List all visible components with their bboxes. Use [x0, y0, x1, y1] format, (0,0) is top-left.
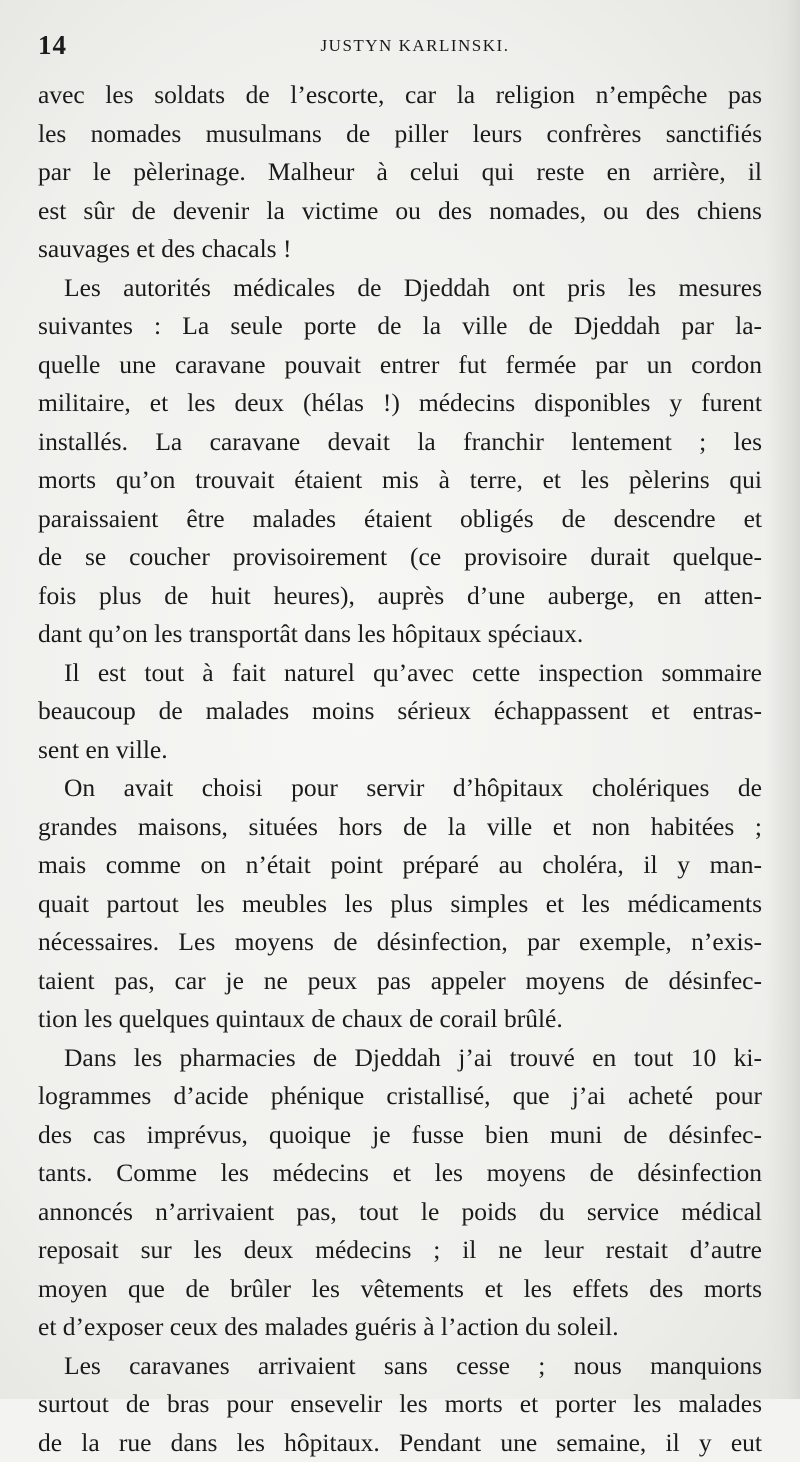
- page-number: 14: [38, 30, 67, 61]
- text-line: fois plus de huit heures), auprès d’une auberge, en atten-: [38, 577, 762, 616]
- text-line: avec les soldats de l’escorte, car la religion n’empêche pas: [38, 76, 762, 115]
- text-line: tion les quelques quintaux de chaux de corail brûlé.: [38, 1000, 762, 1039]
- text-line: sauvages et des chacals !: [38, 230, 762, 269]
- text-line: tants. Comme les médecins et les moyens de désinfection: [38, 1154, 762, 1193]
- text-line: quelle une caravane pouvait entrer fut fermée par un cordon: [38, 346, 762, 385]
- text-line: et d’exposer ceux des malades guéris à l’action du soleil.: [38, 1308, 762, 1347]
- paragraph: [38, 76, 762, 269]
- text-line: sent en ville.: [38, 731, 762, 770]
- paragraph: [38, 1039, 762, 1347]
- body-text: [38, 76, 762, 1462]
- text-line: nécessaires. Les moyens de désinfection, par exemple, n’exis-: [38, 923, 762, 962]
- text-line: Dans les pharmacies de Djeddah j’ai trouvé en tout 10 ki-: [38, 1039, 762, 1078]
- text-line: morts qu’on trouvait étaient mis à terre, et les pèlerins qui: [38, 461, 762, 500]
- text-line: des cas imprévus, quoique je fusse bien muni de désinfec-: [38, 1116, 762, 1155]
- text-line: mais comme on n’était point préparé au choléra, il y man-: [38, 846, 762, 885]
- text-line: Les caravanes arrivaient sans cesse ; nous manquions: [38, 1347, 762, 1386]
- running-head: JUSTYN KARLINSKI.: [38, 36, 762, 56]
- text-line: logrammes d’acide phénique cristallisé, que j’ai acheté pour: [38, 1077, 762, 1116]
- text-line: taient pas, car je ne peux pas appeler moyens de désinfec-: [38, 962, 762, 1001]
- text-line: reposait sur les deux médecins ; il ne leur restait d’autre: [38, 1231, 762, 1270]
- text-line: paraissaient être malades étaient obligés de descendre et: [38, 500, 762, 539]
- text-line: suivantes : La seule porte de la ville de Djeddah par la-: [38, 307, 762, 346]
- text-line: quait partout les meubles les plus simples et les médicaments: [38, 885, 762, 924]
- text-line: grandes maisons, situées hors de la ville et non habitées ;: [38, 808, 762, 847]
- text-line: On avait choisi pour servir d’hôpitaux cholériques de: [38, 769, 762, 808]
- text-line: installés. La caravane devait la franchir lentement ; les: [38, 423, 762, 462]
- page-header: [38, 30, 762, 66]
- text-line: les nomades musulmans de piller leurs confrères sanctifiés: [38, 115, 762, 154]
- text-line: moyen que de brûler les vêtements et les effets des morts: [38, 1270, 762, 1309]
- text-line: Les autorités médicales de Djeddah ont pris les mesures: [38, 269, 762, 308]
- paragraph: [38, 269, 762, 654]
- text-line: annoncés n’arrivaient pas, tout le poids du service médical: [38, 1193, 762, 1232]
- text-line: est sûr de devenir la victime ou des nomades, ou des chiens: [38, 192, 762, 231]
- text-line: beaucoup de malades moins sérieux échappassent et entras-: [38, 692, 762, 731]
- text-line: de se coucher provisoirement (ce provisoire durait quelque-: [38, 538, 762, 577]
- paragraph: [38, 769, 762, 1039]
- paragraph: [38, 654, 762, 770]
- text-line: par le pèlerinage. Malheur à celui qui reste en arrière, il: [38, 153, 762, 192]
- text-line: militaire, et les deux (hélas !) médecins disponibles y furent: [38, 384, 762, 423]
- text-line: surtout de bras pour ensevelir les morts et porter les malades: [38, 1385, 762, 1424]
- text-line: de la rue dans les hôpitaux. Pendant une semaine, il y eut: [38, 1424, 762, 1462]
- page-edge-shadow: [766, 0, 800, 1399]
- text-line: dant qu’on les transportât dans les hôpitaux spéciaux.: [38, 615, 762, 654]
- text-line: Il est tout à fait naturel qu’avec cette inspection sommaire: [38, 654, 762, 693]
- paragraph: [38, 1347, 762, 1462]
